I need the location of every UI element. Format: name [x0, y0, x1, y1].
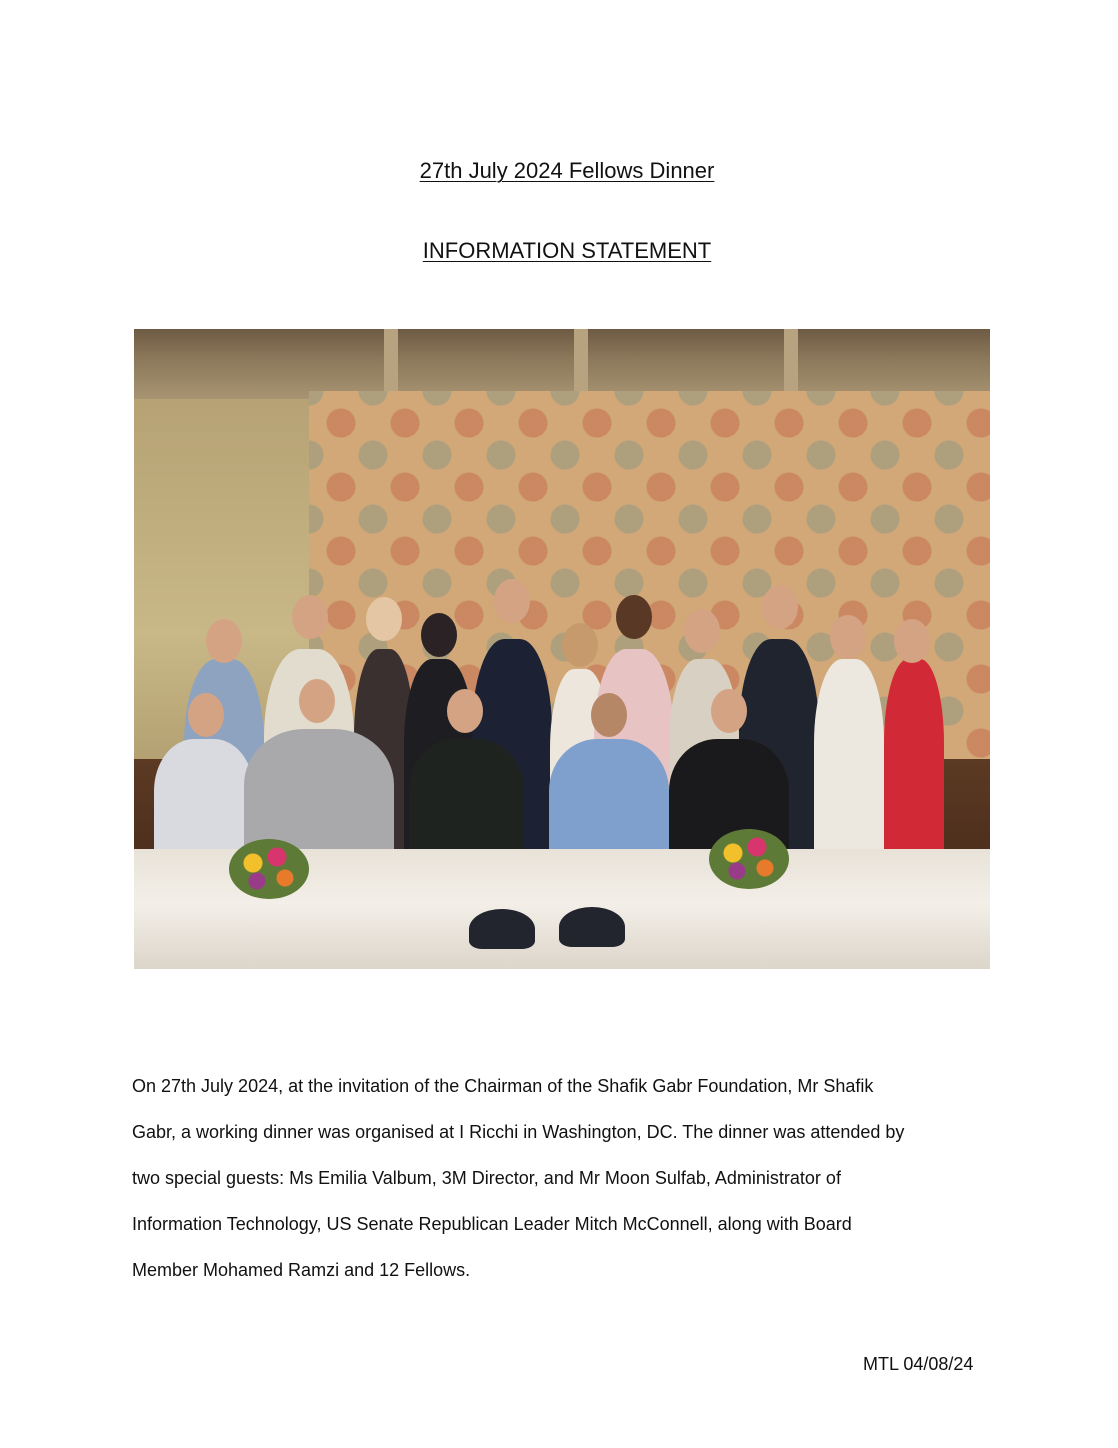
photo-head — [188, 693, 224, 737]
photo-ceiling-beam — [574, 329, 588, 399]
photo-person — [884, 659, 944, 869]
photo-head — [206, 619, 242, 663]
photo-head — [711, 689, 747, 733]
photo-head — [299, 679, 335, 723]
photo-head — [292, 595, 328, 639]
photo-ceiling-beam — [384, 329, 398, 399]
document-title: 27th July 2024 Fellows Dinner — [419, 158, 715, 183]
body-line: Information Technology, US Senate Republican Leader Mitch McConnell, along with Board — [132, 1214, 852, 1234]
signature-date: MTL 04/08/24 — [863, 1354, 974, 1374]
photo-head — [421, 613, 457, 657]
photo-cap — [559, 907, 625, 947]
photo-head — [494, 579, 530, 623]
body-paragraph — [132, 1063, 1012, 1293]
body-line: Member Mohamed Ramzi and 12 Fellows. — [132, 1260, 471, 1280]
photo-cap — [469, 909, 535, 949]
document-subtitle: INFORMATION STATEMENT — [422, 238, 712, 263]
body-line: On 27th July 2024, at the invitation of the Chairman of the Shafik Gabr Foundation, Mr Shafik — [132, 1076, 874, 1096]
body-line: Gabr, a working dinner was organised at I Ricchi in Washington, DC. The dinner was attended by — [132, 1122, 905, 1142]
photo-head — [762, 585, 798, 629]
photo-flowers — [709, 829, 789, 889]
photo-flowers — [229, 839, 309, 899]
photo-ceiling-beam — [784, 329, 798, 399]
photo-head — [447, 689, 483, 733]
photo-head — [366, 597, 402, 641]
group-photo — [134, 329, 990, 969]
photo-head — [562, 623, 598, 667]
body-line: two special guests: Ms Emilia Valbum, 3M Director, and Mr Moon Sulfab, Administrator of — [132, 1168, 841, 1188]
photo-ceiling — [134, 329, 990, 399]
photo-person — [814, 659, 884, 869]
photo-head — [830, 615, 866, 659]
photo-head — [591, 693, 627, 737]
photo-head — [684, 609, 720, 653]
photo-people — [164, 569, 964, 869]
photo-head — [616, 595, 652, 639]
photo-head — [894, 619, 930, 663]
